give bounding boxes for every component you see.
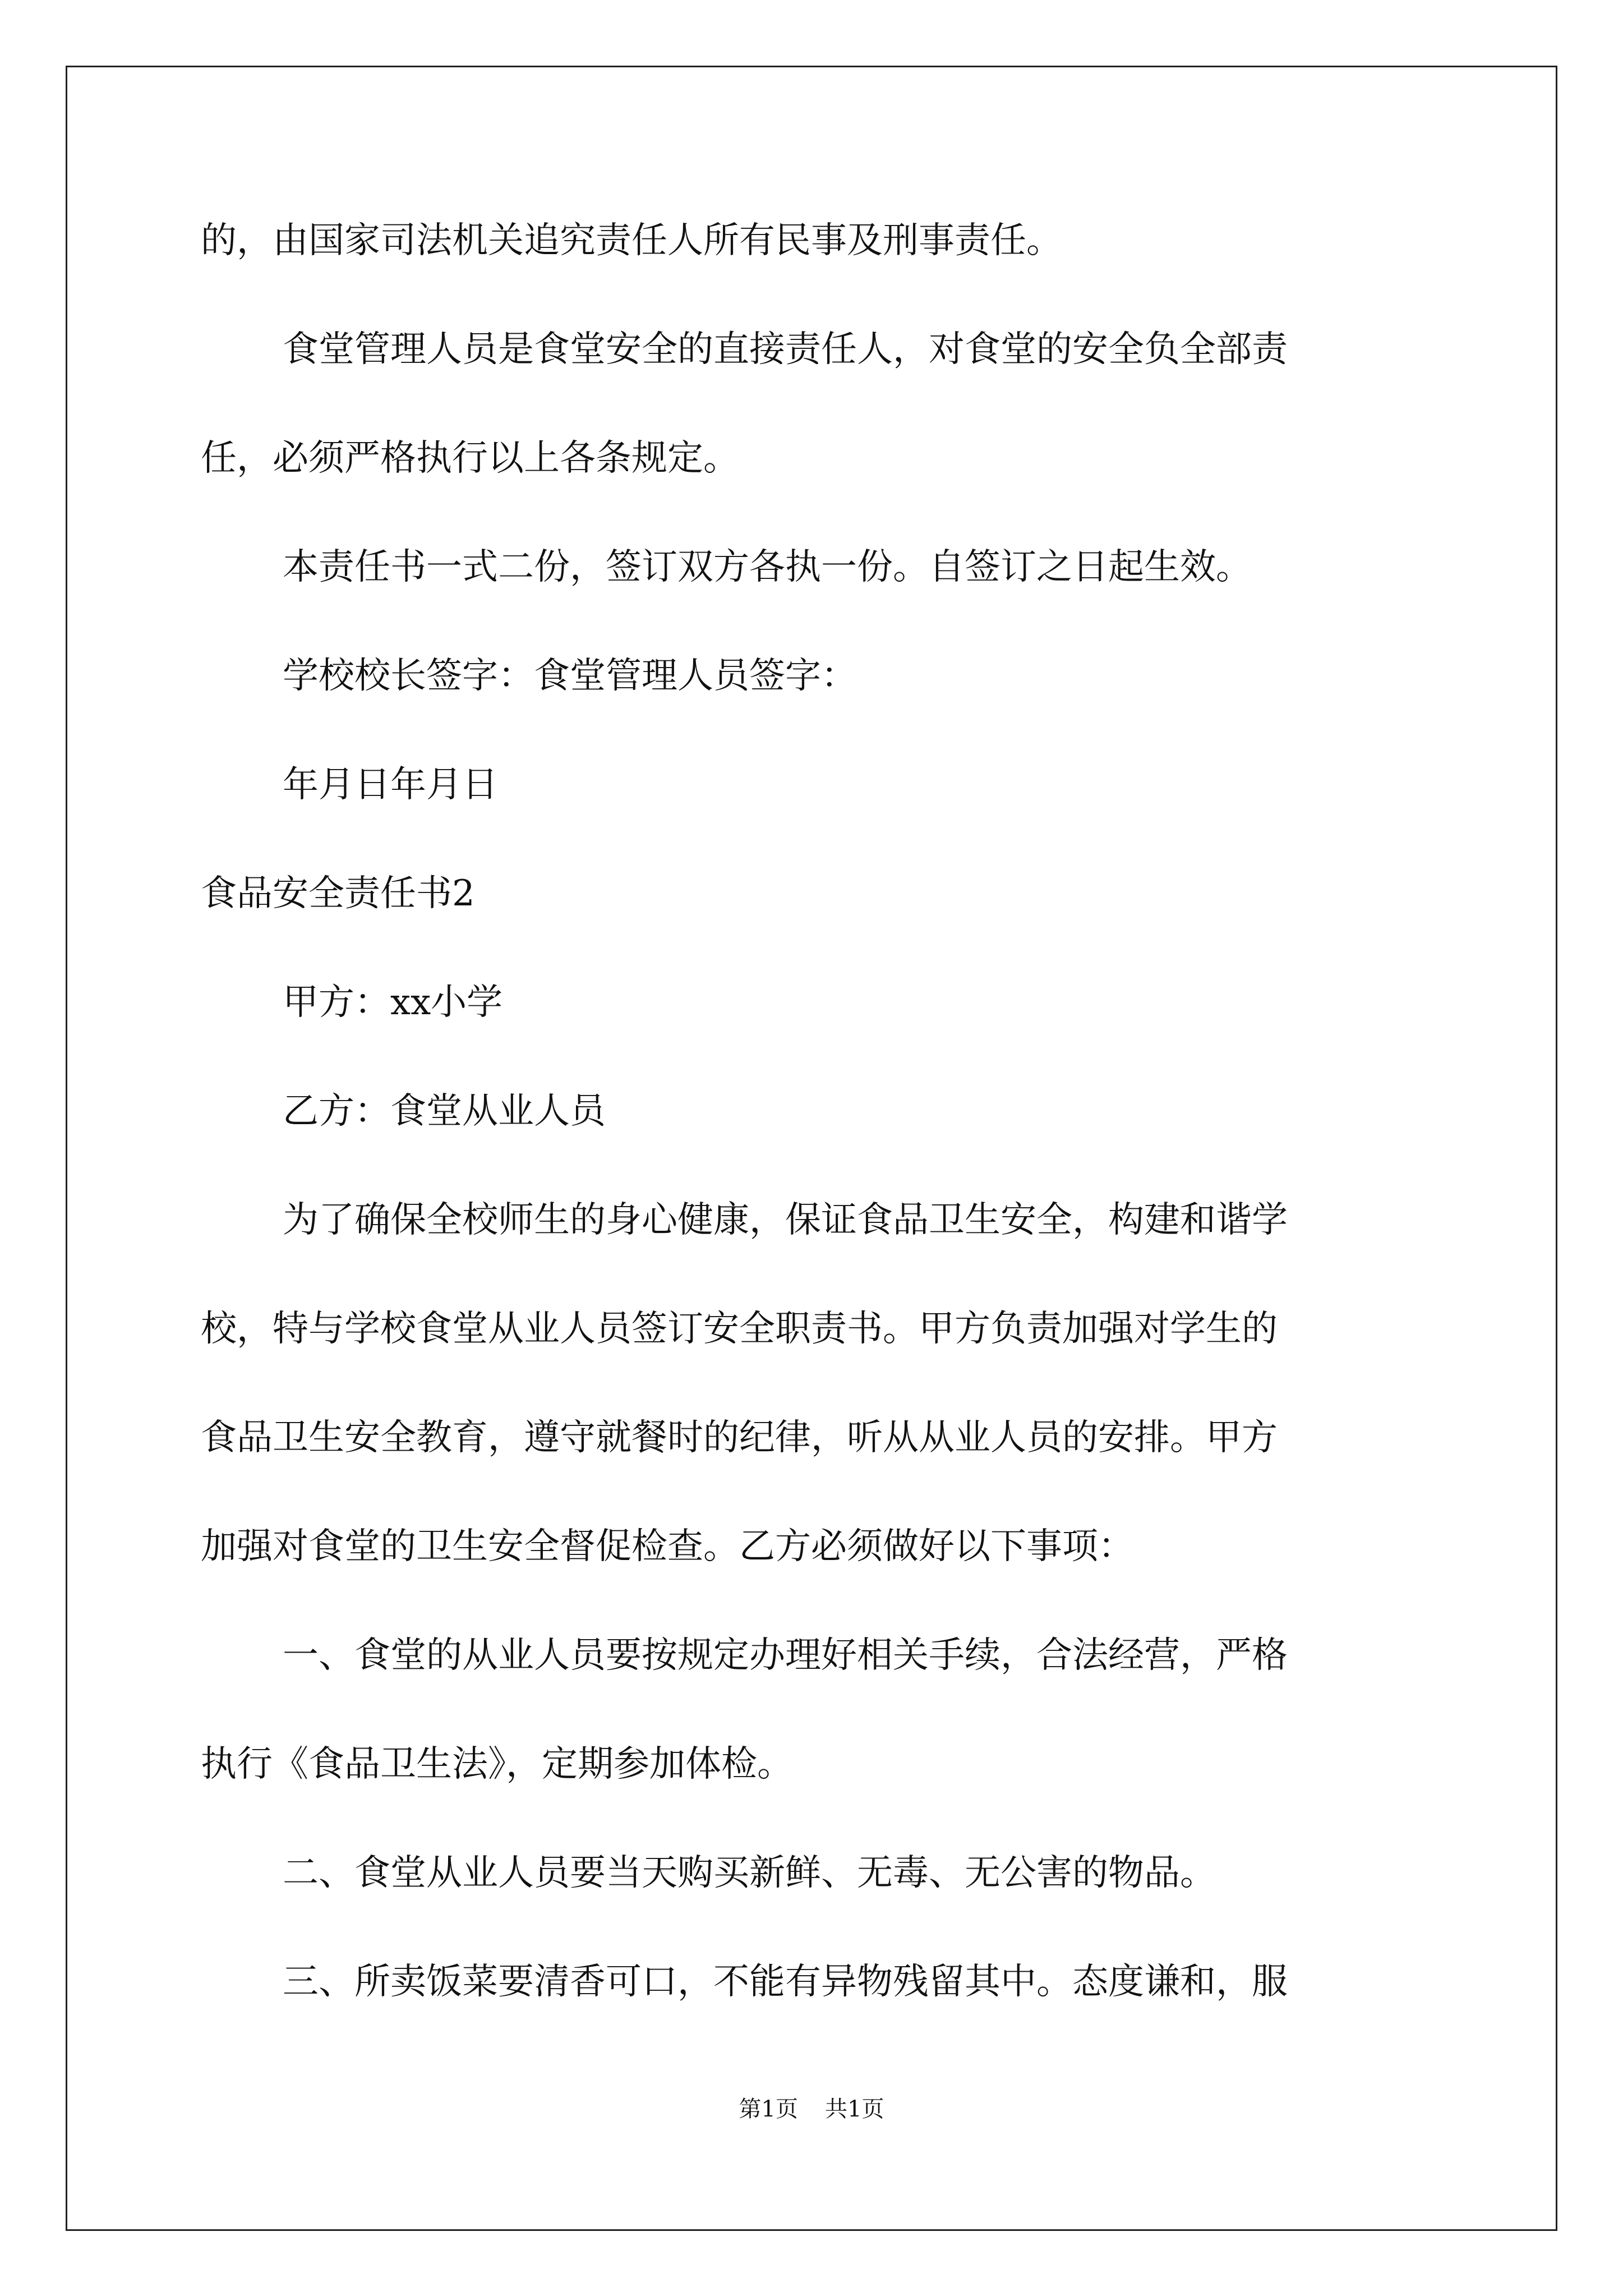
section-title: 食品安全责任书2 [201,873,475,914]
paragraph-line: 加强对食堂的卫生安全督促检查。乙方必须做好以下事项： [201,1526,1134,1567]
date-line: 年月日年月日 [283,764,498,806]
page-footer [0,2095,1623,2123]
paragraph-line: 本责任书一式二份，签订双方各执一份。自签订之日起生效。 [283,546,1252,588]
signature-line: 学校校长签字：食堂管理人员签字： [283,655,857,697]
paragraph-line: 食品卫生安全教育，遵守就餐时的纪律，听从从业人员的安排。甲方 [201,1417,1278,1458]
party-b-line: 乙方：食堂从业人员 [283,1091,606,1132]
party-a-line: 甲方：xx小学 [283,982,503,1023]
page-total: 共1页 [825,2096,884,2122]
page-number: 第1页 [739,2096,798,2122]
paragraph-line: 任，必须严格执行以上各条规定。 [201,438,739,479]
paragraph-line: 二、食堂从业人员要当天购买新鲜、无毒、无公害的物品。 [283,1852,1216,1894]
paragraph-line: 三、所卖饭菜要清香可口，不能有异物残留其中。态度谦和，服 [283,1961,1288,2003]
paragraph-line: 为了确保全校师生的身心健康，保证食品卫生安全，构建和谐学 [283,1199,1288,1241]
paragraph-line: 校，特与学校食堂从业人员签订安全职责书。甲方负责加强对学生的 [201,1308,1278,1350]
paragraph-line: 一、食堂的从业人员要按规定办理好相关手续，合法经营，严格 [283,1635,1288,1676]
paragraph-line: 的，由国家司法机关追究责任人所有民事及刑事责任。 [201,220,1062,261]
paragraph-line: 食堂管理人员是食堂安全的直接责任人，对食堂的安全负全部责 [283,329,1288,370]
page-border [66,66,1557,2231]
paragraph-line: 执行《食品卫生法》，定期参加体检。 [201,1743,793,1785]
